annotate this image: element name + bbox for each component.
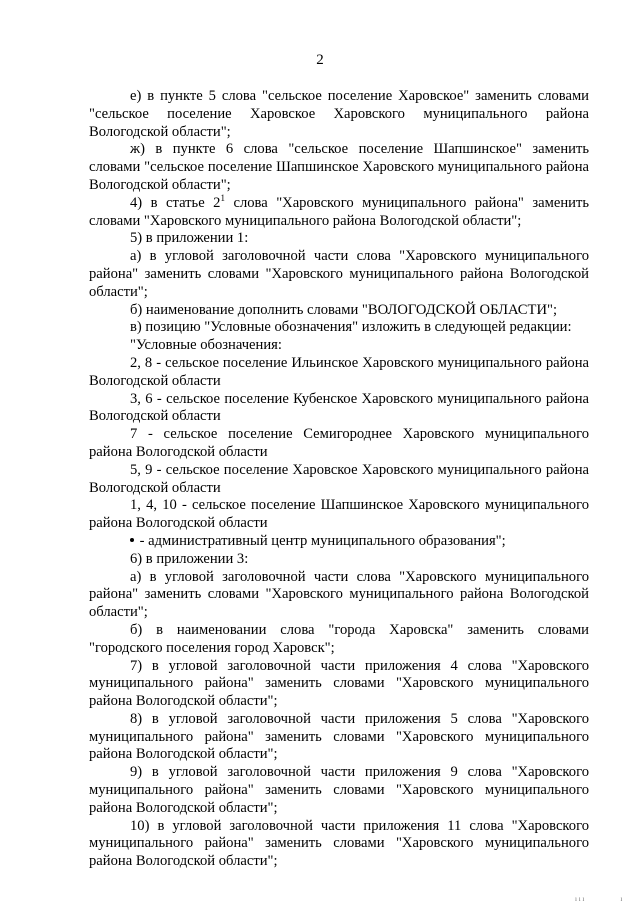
paragraph xyxy=(89,711,589,764)
paragraph xyxy=(89,355,589,391)
paragraph xyxy=(89,462,589,498)
paragraph-text: 3, 6 - сельское поселение Кубенское Харовского муниципального района Вологодской области xyxy=(89,390,589,425)
paragraph xyxy=(89,302,589,320)
paragraph-text: е) в пункте 5 слова "сельское поселение Харовское" заменить словами "сельское поселение Харовское Харовского муниципального района Вологодской области"; xyxy=(89,88,589,140)
paragraph-text: ж) в пункте 6 слова "сельское поселение Шапшинское" заменить словами "сельское поселение Шапшинское Харовского муниципального района Вологодской области"; xyxy=(89,141,589,193)
paragraph-text: 5, 9 - сельское поселение Харовское Харовского муниципального района Вологодской области xyxy=(89,461,589,496)
paragraph xyxy=(89,426,589,462)
footer-mark-left: ı ı ı xyxy=(575,895,585,903)
paragraph xyxy=(89,192,589,231)
paragraph-text: а) в угловой заголовочной части слова "Харовского муниципального района" заменить словами "Харовского муниципального района Вологодской области"; xyxy=(89,568,589,621)
paragraph-text: 2, 8 - сельское поселение Ильинское Харовского муниципального района Вологодской области xyxy=(89,354,589,389)
paragraph-text: а) в угловой заголовочной части слова "Харовского муниципального района" заменить словами "Харовского муниципального района Вологодской области"; xyxy=(89,248,589,300)
paragraph-text: 7) в угловой заголовочной части приложения 4 слова "Харовского муниципального района" заменить словами "Харовского муниципального района Вологодской области"; xyxy=(89,657,589,710)
paragraph-text: 9) в угловой заголовочной части приложения 9 слова "Харовского муниципального района" заменить словами "Харовского муниципального района Вологодской области"; xyxy=(89,764,589,816)
paragraph-text: 6) в приложении 3: xyxy=(130,550,249,567)
paragraph-text: 5) в приложении 1: xyxy=(130,230,249,247)
paragraph xyxy=(89,533,589,551)
superscript: 1 xyxy=(220,192,225,203)
paragraph-text: 1, 4, 10 - сельское поселение Шапшинское Харовского муниципального района Вологодской области xyxy=(89,497,589,532)
document-body xyxy=(89,88,589,871)
paragraph xyxy=(89,248,589,301)
paragraph xyxy=(89,764,589,817)
paragraph xyxy=(89,230,589,248)
paragraph xyxy=(89,818,589,871)
paragraph xyxy=(89,569,589,622)
paragraph xyxy=(89,391,589,427)
paragraph-text: "Условные обозначения: xyxy=(130,337,282,354)
paragraph xyxy=(89,658,589,711)
paragraph-text: 4) в статье 2 xyxy=(130,194,221,211)
page-number: 2 xyxy=(316,52,324,68)
paragraph-text: 7 - сельское поселение Семигороднее Харовского муниципального района Вологодской области xyxy=(89,426,589,460)
paragraph xyxy=(89,622,589,658)
footer-scan-marks xyxy=(575,896,622,903)
paragraph-text: б) наименование дополнить словами "ВОЛОГОДСКОЙ ОБЛАСТИ"; xyxy=(130,301,557,318)
paragraph xyxy=(89,319,589,337)
paragraph-text: слова "Харовского муниципального района" заменить словами "Харовского муниципального района Вологодской области"; xyxy=(89,194,589,229)
paragraph xyxy=(89,337,589,355)
paragraph xyxy=(89,88,589,141)
footer-mark-right: ı xyxy=(620,895,623,903)
paragraph xyxy=(89,497,589,533)
paragraph-text: б) в наименовании слова "города Харовска" заменить словами "городского поселения город Харовск"; xyxy=(89,621,589,656)
paragraph-text: - административный центр муниципального образования"; xyxy=(136,532,506,549)
paragraph-text: в) позицию "Условные обозначения" изложить в следующей редакции: xyxy=(130,319,572,336)
paragraph-text: 8) в угловой заголовочной части приложения 5 слова "Харовского муниципального района" заменить словами "Харовского муниципального района Вологодской области"; xyxy=(89,710,589,763)
paragraph xyxy=(89,141,589,194)
paragraph-text: 10) в угловой заголовочной части приложения 11 слова "Харовского муниципального района" заменить словами "Харовского муниципального района Вологодской области"; xyxy=(89,817,589,870)
paragraph xyxy=(89,551,589,569)
bullet-dot-icon xyxy=(130,538,134,542)
